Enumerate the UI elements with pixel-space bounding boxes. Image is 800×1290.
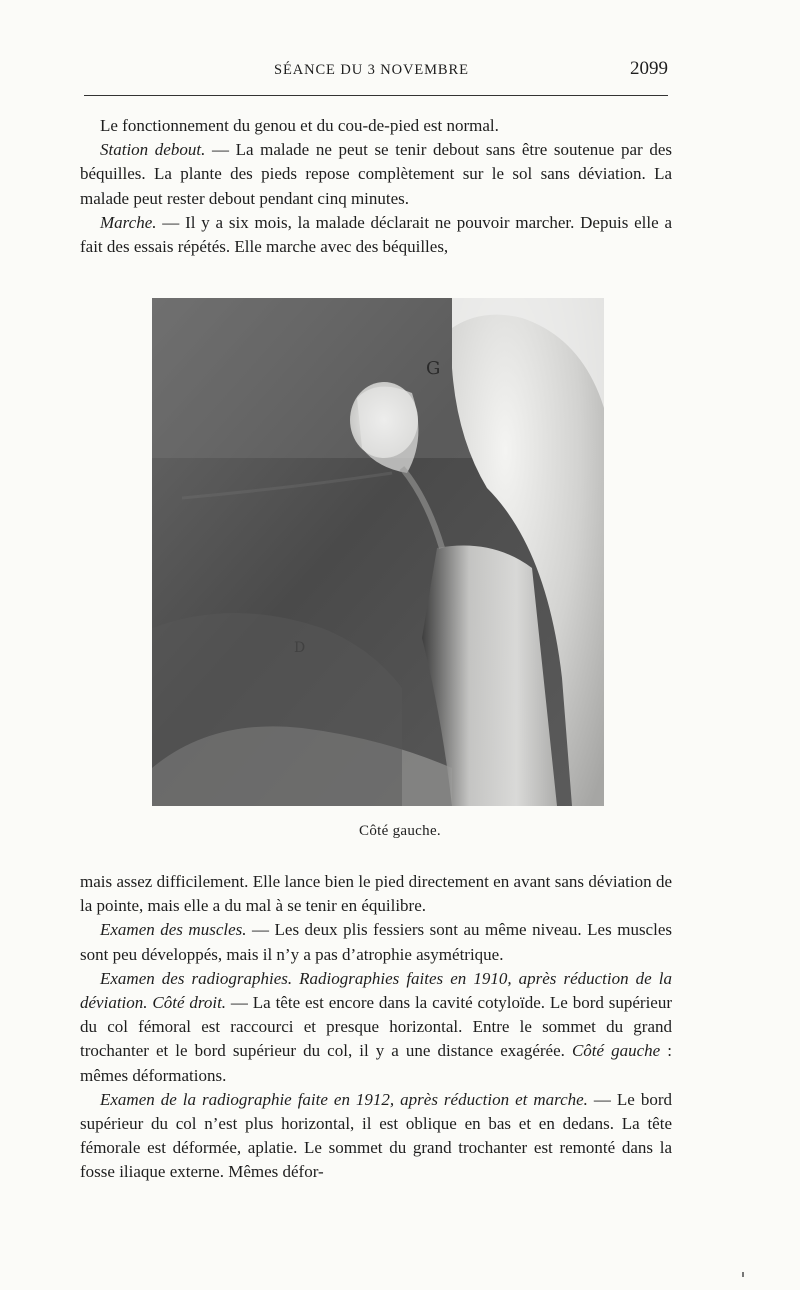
- section-label-examen-muscles: Examen des muscles.: [100, 920, 247, 940]
- paragraph-station-debout: [80, 138, 672, 211]
- paragraph-examen-muscles: [80, 918, 672, 966]
- paragraph-text: — La malade ne peut se tenir debout sans être soutenue par des béquilles. La plante des pieds repose complètement sur le sol sans déviation. La malade peut rester debout pendant cinq minutes.: [80, 140, 672, 208]
- paragraph-examen-radiographies: [80, 967, 672, 1088]
- paragraph-text: — Le bord supérieur du col n’est plus horizontal, il est oblique en bas et en dedans. La tête fémorale est déformée, aplatie. Le sommet du grand trochanter est remonté dans la fosse iliaque externe. Mêmes défor-: [80, 1089, 672, 1182]
- page-header: [84, 58, 668, 88]
- paragraph-examen-radiographie-1912: [80, 1088, 672, 1185]
- stray-mark: [742, 1272, 744, 1277]
- paragraph-text: : mêmes déformations.: [80, 1041, 672, 1085]
- header-rule: [84, 95, 668, 96]
- radiograph-image: [152, 298, 604, 806]
- paragraph-text: — Les deux plis fessiers sont au même niveau. Les muscles sont peu développés, mais il n’y a pas d’atrophie asymétrique.: [80, 920, 672, 964]
- section-label-station-debout: Station debout.: [100, 140, 206, 160]
- paragraph-text: — Il y a six mois, la malade déclarait ne pouvoir marcher. Depuis elle a fait des essais répétés. Elle marche avec des béquilles,: [80, 212, 672, 257]
- section-label-cote-gauche: Côté gauche: [571, 1041, 661, 1061]
- lower-text-block: [80, 870, 672, 1185]
- plate-mark-g: G: [426, 358, 441, 379]
- paragraph-continuation: mais assez difficilement. Elle lance bien le pied directement en avant sans déviation de la pointe, mais elle a du mal à se tenir en équilibre.: [80, 872, 672, 916]
- plate-mark-d: D: [294, 640, 306, 656]
- paragraph-text: — La tête est encore dans la cavité cotyloïde. Le bord supérieur du col fémoral est raccourci et presque horizontal. Entre le sommet du grand trochanter et le bord supérieur du col, il y a une distance exagérée.: [80, 993, 672, 1061]
- paragraph-knee-ankle: Le fonctionnement du genou et du cou-de-pied est normal.: [100, 116, 499, 135]
- section-label-radiographie-1912: Examen de la radiographie faite en 1912, après réduction et marche.: [100, 1089, 588, 1109]
- section-label-marche: Marche.: [100, 212, 157, 232]
- paragraph-marche: [80, 211, 672, 259]
- page-number: 2099: [630, 58, 668, 79]
- figure-caption: Côté gauche.: [359, 823, 441, 839]
- section-label-examen-radiographies: Examen des radiographies. Radiographies faites en 1910, après réduction de la déviation. Côté droit.: [80, 968, 672, 1013]
- upper-text-block: [80, 114, 672, 259]
- running-head: SÉANCE DU 3 NOVEMBRE: [274, 62, 469, 78]
